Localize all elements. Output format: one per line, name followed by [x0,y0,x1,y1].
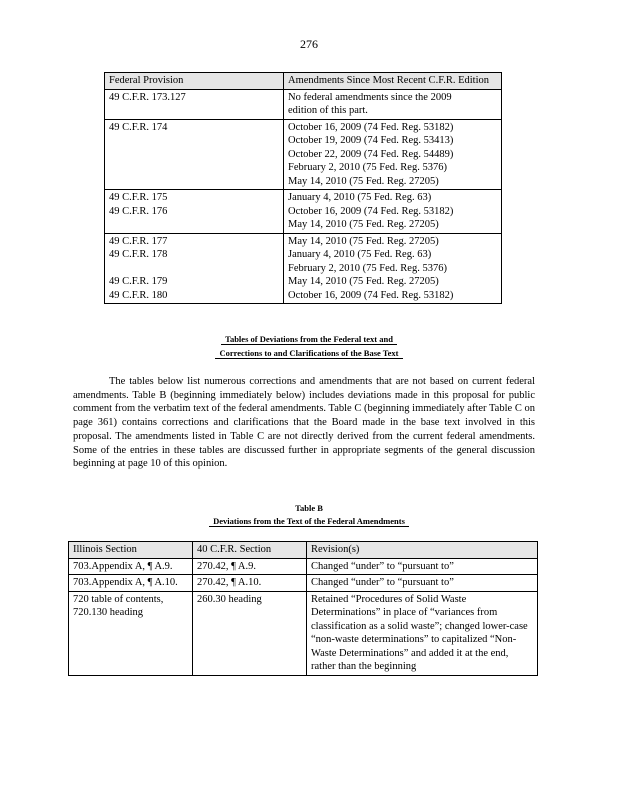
table-header-row [105,73,502,90]
amendment: February 2, 2010 (75 Fed. Reg. 5376) [288,262,447,274]
provision-cell [105,119,284,190]
table-row [69,575,538,592]
table-row [105,89,502,119]
provision: 49 C.F.R. 174 [109,121,168,133]
amendment: January 4, 2010 (75 Fed. Reg. 63) [288,192,432,203]
amendment: No federal amendments since the 2009 [288,91,452,103]
amendment: October 16, 2009 (74 Fed. Reg. 53182) [288,289,454,301]
table-row [105,233,502,304]
provision: 49 C.F.R. 175 [109,192,168,203]
table-b-subtitle: Deviations from the Text of the Federal Amendments [0,516,618,526]
table-row [105,190,502,234]
deviations-table [68,541,538,676]
provision-cell [105,89,284,119]
body-paragraph: The tables below list numerous corrections and amendments that are not based on current federal amendments. Table B (beginning immediately below) includes deviations made in this proposal for public comment from the verbatim text of the federal amendments. Table C (beginning immediately after Table C on page 361) contains corrections and clarifications that the Board made in the base text involved in this proposal. The amendments listed in Table C are not directly derived from the current federal amendments. Some of the entries in these tables are discussed further in appropriate segments of the general discussion beginning at page 10 of this opinion. [73,376,535,470]
amendment: May 14, 2010 (75 Fed. Reg. 27205) [288,235,439,247]
amendment: October 16, 2009 (74 Fed. Reg. 53182) [288,121,454,133]
amendment-cell [284,190,502,234]
amendment: February 2, 2010 (75 Fed. Reg. 5376) [288,162,447,173]
illinois-section-cell: 720 table of contents, 720.130 heading [69,591,193,675]
amendment-cell [284,119,502,190]
provision-cell [105,233,284,304]
amendment: January 4, 2010 (75 Fed. Reg. 63) [288,249,432,260]
provision: 49 C.F.R. 180 [109,289,168,301]
amendments-table [104,72,502,304]
illinois-section-cell: 703.Appendix A, ¶ A.9. [69,558,193,575]
cfr-section-cell: 270.42, ¶ A.10. [193,575,307,592]
revision-cell: Retained “Procedures of Solid Waste Determinations” in place of “variances from classification as a solid waste”; changed lower-case “non-waste determinations” to capitalized “Non-Waste Determinations” and added it at the end, rather than the beginning [307,591,538,675]
amendment: May 14, 2010 (75 Fed. Reg. 27205) [288,276,439,287]
provision: 49 C.F.R. 178 [109,249,168,260]
provision: 49 C.F.R. 173.127 [109,91,186,103]
amendment: May 14, 2010 (75 Fed. Reg. 27205) [288,175,439,187]
provision: 49 C.F.R. 177 [109,235,168,247]
illinois-section-cell: 703.Appendix A, ¶ A.10. [69,575,193,592]
amendment-cell [284,233,502,304]
section-heading-line2: Corrections to and Clarifications of the Base Text [0,348,618,358]
section-heading-line1: Tables of Deviations from the Federal text and [0,334,618,344]
table-row [69,591,538,675]
header-federal-provision: Federal Provision [105,73,284,90]
revision-cell: Changed “under” to “pursuant to” [307,558,538,575]
header-revisions: Revision(s) [307,542,538,559]
table-header-row [69,542,538,559]
provision: 49 C.F.R. 176 [109,205,168,217]
revision-cell: Changed “under” to “pursuant to” [307,575,538,592]
header-amendments: Amendments Since Most Recent C.F.R. Edition [284,73,502,90]
header-cfr-section: 40 C.F.R. Section [193,542,307,559]
amendment: May 14, 2010 (75 Fed. Reg. 27205) [288,219,439,230]
table-row [69,558,538,575]
provision-cell [105,190,284,234]
amendment: October 16, 2009 (74 Fed. Reg. 53182) [288,205,454,217]
amendment: edition of this part. [288,105,368,116]
provision-blank [109,262,279,276]
header-illinois-section: Illinois Section [69,542,193,559]
cfr-section-cell: 260.30 heading [193,591,307,675]
table-b-title: Table B [295,503,323,513]
table-row [105,119,502,190]
provision: 49 C.F.R. 179 [109,276,168,287]
amendment-cell [284,89,502,119]
amendment: October 19, 2009 (74 Fed. Reg. 53413) [288,135,454,146]
page-number: 276 [300,37,318,51]
amendment: October 22, 2009 (74 Fed. Reg. 54489) [288,148,454,160]
cfr-section-cell: 270.42, ¶ A.9. [193,558,307,575]
